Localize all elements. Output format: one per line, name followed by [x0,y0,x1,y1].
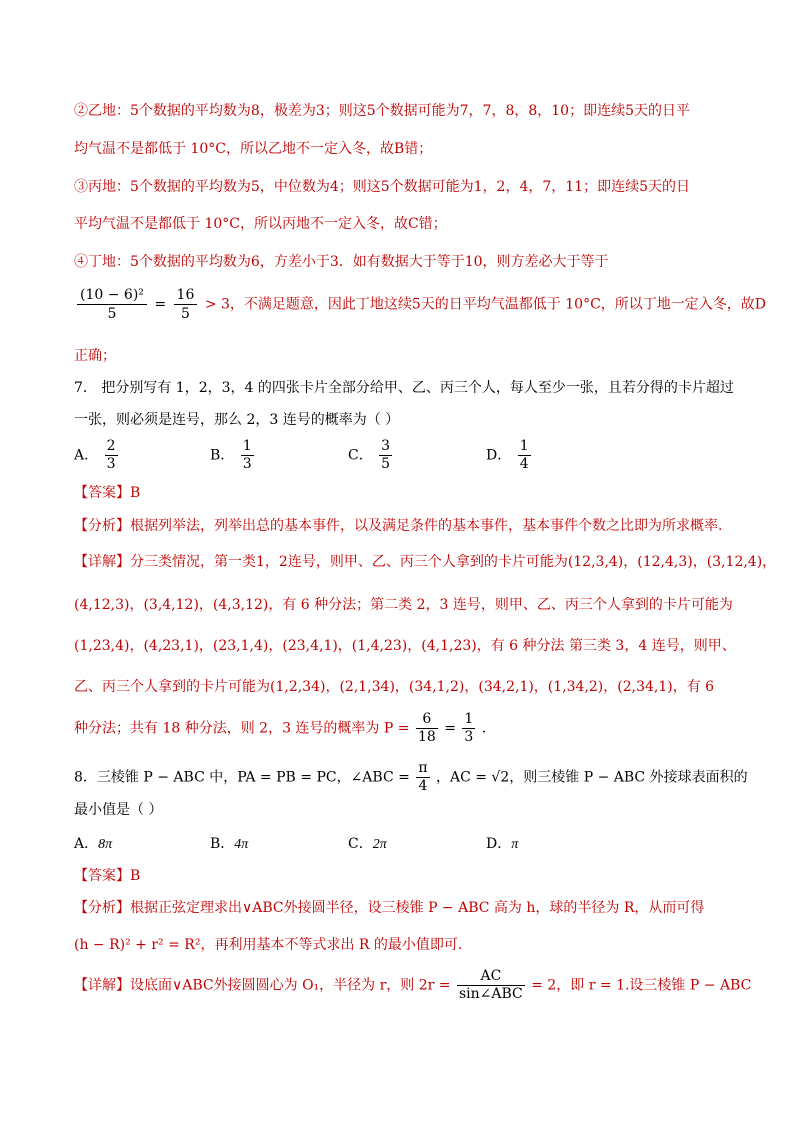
answer-value: B [130,485,141,501]
option-d: D． $\frac{1}{4}$ [486,438,529,472]
detail-tag: 【详解】 [74,554,130,570]
text-line: ②乙地：5个数据的平均数为8，极差为3；则这5个数据可能为7，7，8，8，10；即连续5天的日平 [74,103,690,119]
option-b: B． $\frac{1}{3}$ [210,438,252,472]
detail-line: (1,23,4)，(4,23,1)，(23,1,4)，(23,4,1)，(1,4,23)，(4,1,23)，有 6 种分法 第三类 3，4 连号，则甲、 [74,638,736,654]
analysis-line: 【分析】根据列举法，列举出总的基本事件，以及满足条件的基本事件，基本事件个数之比即为所求概率. [74,518,723,534]
formula-line: $\frac{\text{(10 − 6)²}}{5}$ = $\frac{16}{5}$ > 3，不满足题意，因此丁地这续5天的日平均气温都低于 10°C，所以丁地一定入冬，故D [74,286,766,323]
analysis-tag: 【分析】 [74,900,130,916]
detail-line: 【详解】设底面∨ABC外接圆圆心为 O₁，半径为 r，则 2r = $\frac{AC}{\text{sin∠ABC}}$ = 2，即 r = 1.设三棱锥 P − ABC [74,968,752,1002]
question-7-line-1: 7． 把分别写有 1，2，3，4 的四张卡片全部分给甲、乙、丙三个人，每人至少一张，且若分得的卡片超过 [74,380,734,396]
option-b: B．4π [210,836,249,852]
option-d: D．π [486,836,519,852]
fraction: $\frac{16}{5}$ [174,286,198,323]
text-line: ④丁地：5个数据的平均数为6，方差小于3．如有数据大于等于10，则方差必大于等于 [74,254,609,270]
question-8-line-1: 8．三棱锥 P − ABC 中，PA = PB = PC，∠ABC = $\frac{\pi}{4}$ ，AC = √2，则三棱锥 P − ABC 外接球表面积的 [74,760,748,794]
option-c: C． $\frac{3}{5}$ [348,438,391,472]
option-a: A．8π [74,836,113,852]
answer-line [74,866,140,886]
question-8-line-2: 最小值是（ ） [74,802,163,818]
answer-tag: 【答案】 [74,868,130,884]
text-line: 平均气温不是都低于 10°C，所以丙地不一定入冬，故C错； [74,216,447,232]
option-a: A． $\frac{2}{3}$ [74,438,116,472]
answer-value: B [130,868,141,884]
option-c: C．2π [348,836,387,852]
detail-tag: 【详解】 [74,977,130,994]
detail-line: 种分法；共有 18 种分法，则 2，3 连号的概率为 P = $\frac{6}{18}$ = $\frac{1}{3}$ . [74,711,487,745]
text-line: 均气温不是都低于 10°C，所以乙地不一定入冬，故B错； [74,141,433,157]
fraction: $\frac{\text{(10 − 6)²}}{5}$ [77,286,147,323]
answer-line [74,483,140,503]
analysis-tag: 【分析】 [74,518,130,534]
detail-line: (4,12,3)，(3,4,12)，(4,3,12)，有 6 种分法；第二类 2，3 连号，则甲、乙、丙三个人拿到的卡片可能为 [74,597,733,613]
question-7-line-2: 一张，则必须是连号，那么 2，3 连号的概率为（ ） [74,412,400,428]
text-line: 正确； [74,348,116,364]
answer-tag: 【答案】 [74,485,130,501]
text-line: ③丙地：5个数据的平均数为5，中位数为4；则这5个数据可能为1，2，4，7，11；即连续5天的日 [74,179,690,195]
analysis-line: 【分析】根据正弦定理求出∨ABC外接圆半径，设三棱锥 P − ABC 高为 h，球的半径为 R，从而可得 [74,900,705,916]
detail-line: 乙、丙三个人拿到的卡片可能为(1,2,34)，(2,1,34)，(34,1,2)，(34,2,1)，(1,34,2)，(2,34,1)，有 6 [74,679,715,695]
detail-line: 【详解】分三类情况，第一类1，2连号，则甲、乙、丙三个人拿到的卡片可能为(12,3,4)，(12,4,3)，(3,12,4)， [74,554,777,570]
analysis-line: (h − R)² + r² = R²，再利用基本不等式求出 R 的最小值即可. [74,937,463,953]
